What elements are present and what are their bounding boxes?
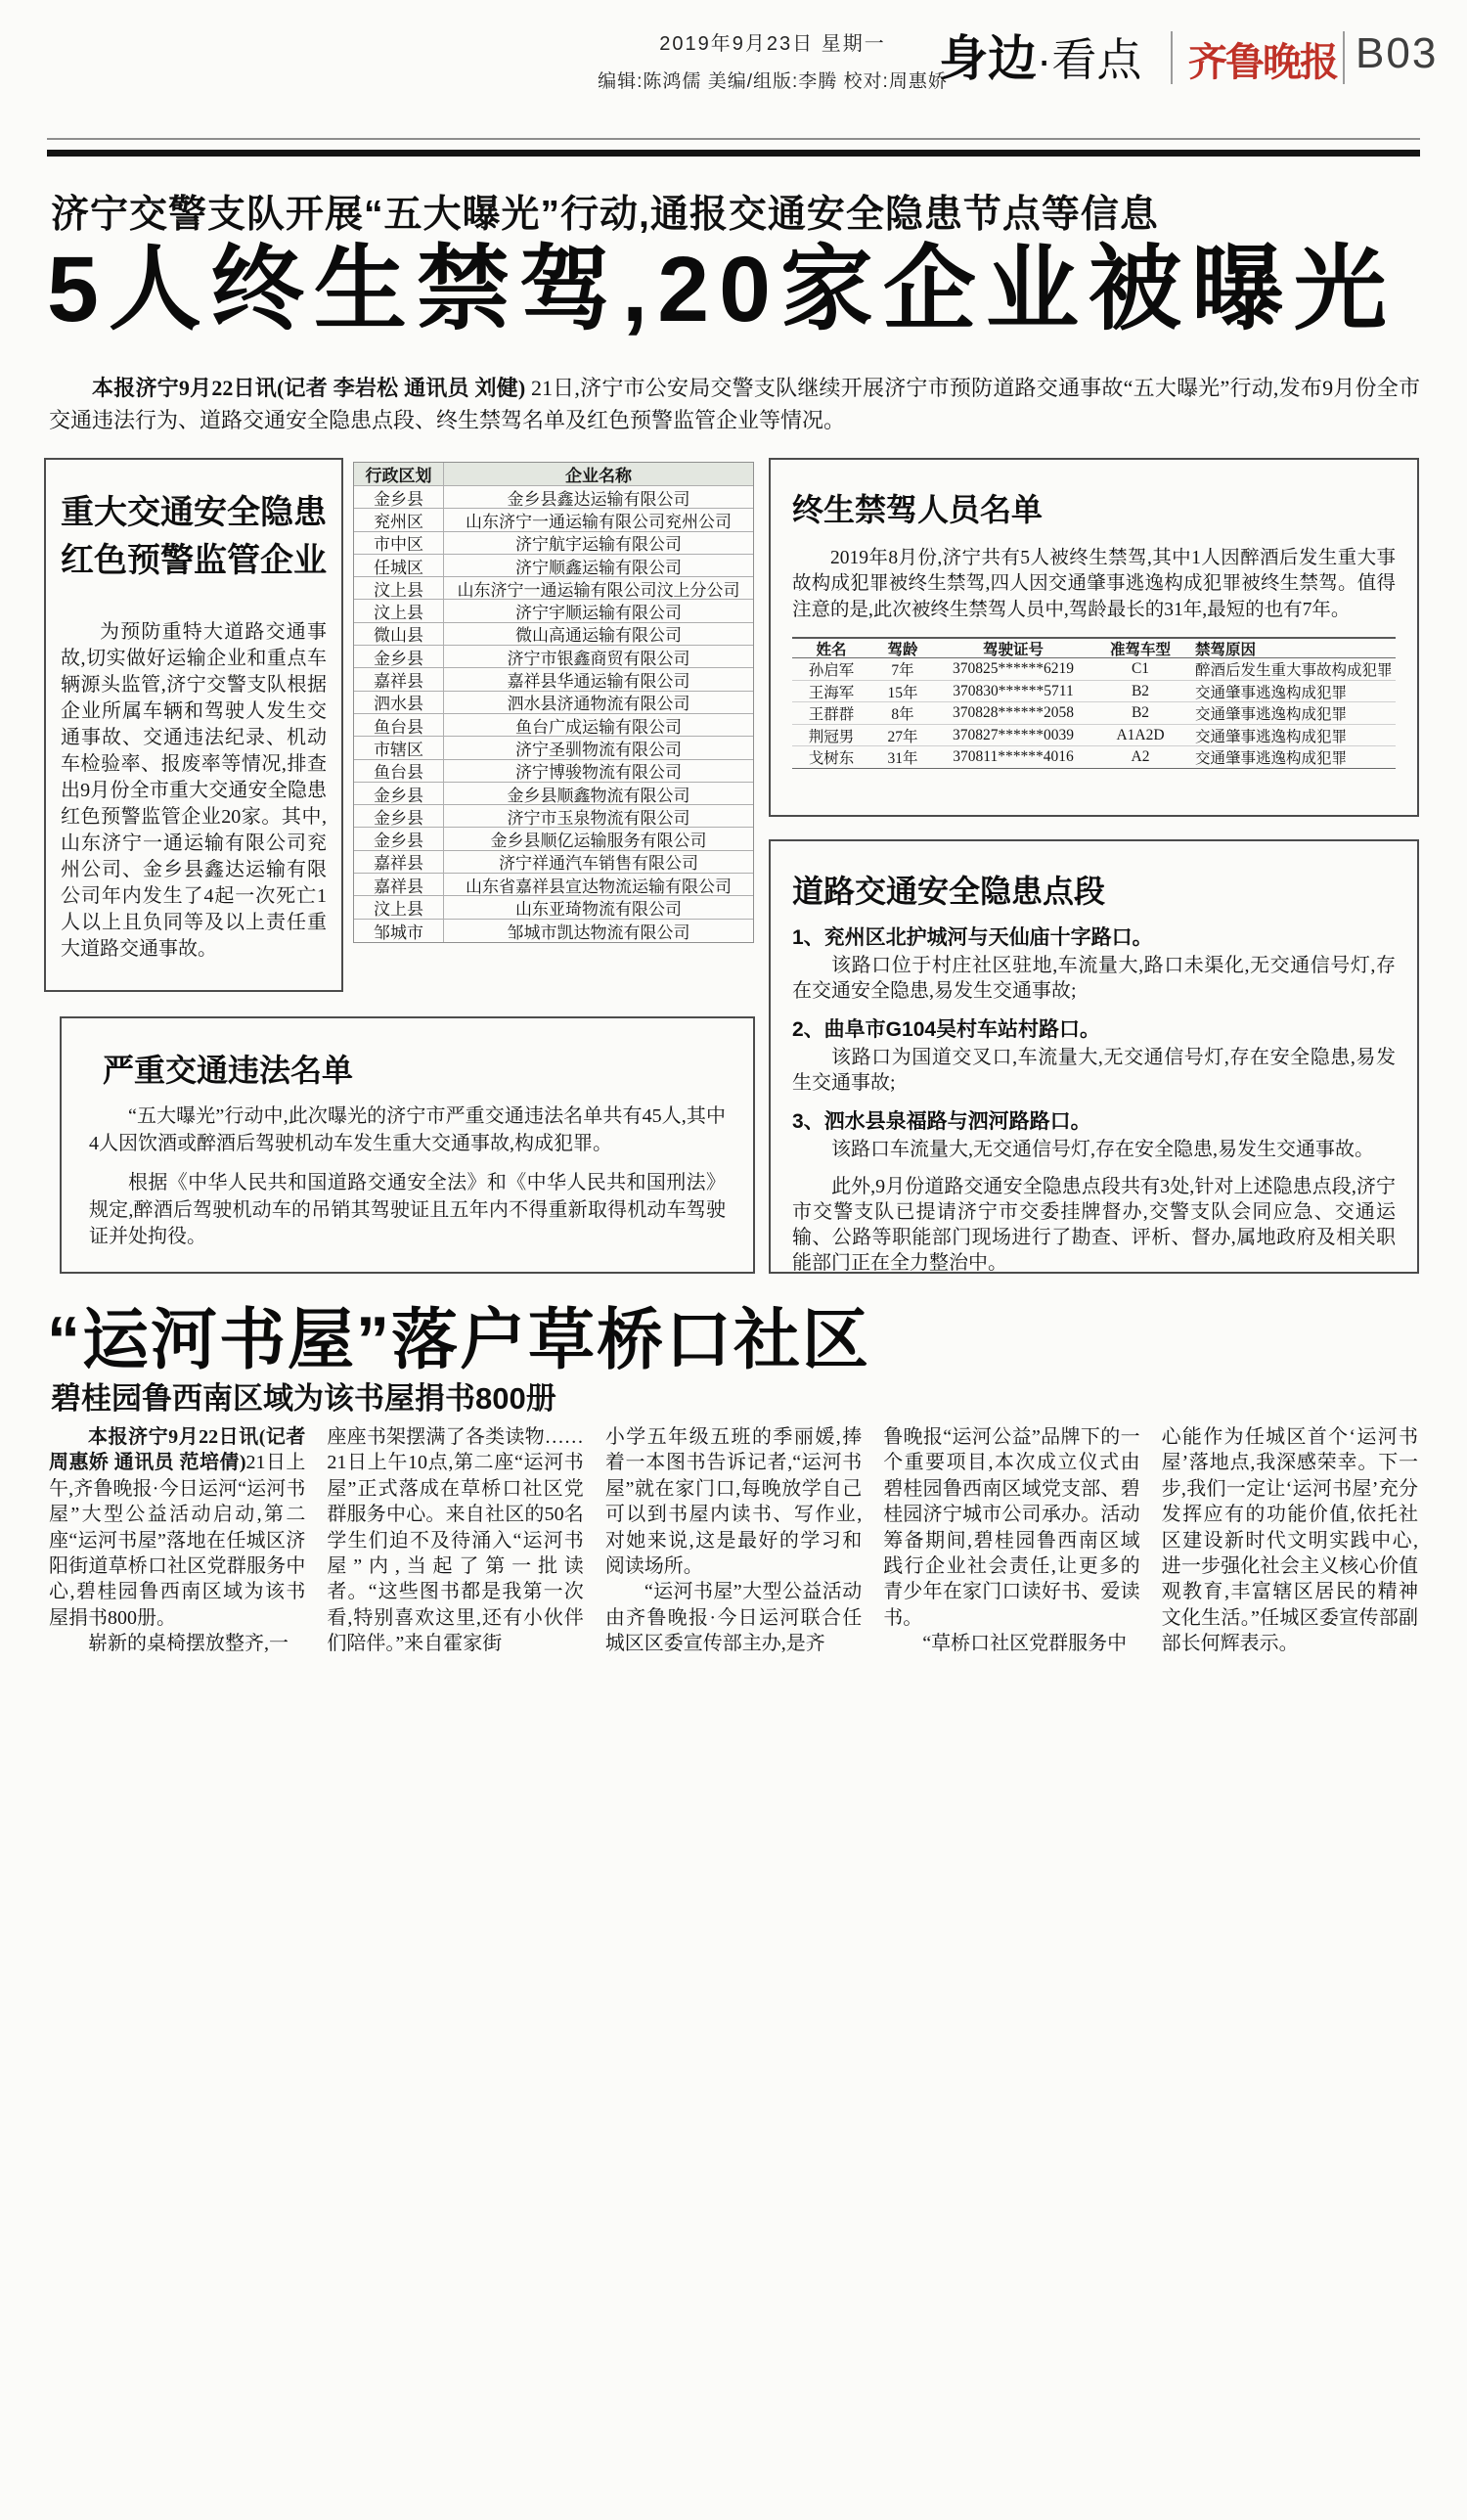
book-article-column-2 [327,1424,583,1657]
book-article-headline: “运河书屋”落户草桥口社区 [47,1303,871,1377]
company-table-row [354,532,753,555]
company-cell: 金乡县鑫达运输有限公司 [507,489,690,509]
danger-points-footer: 此外,9月份道路交通安全隐患点段共有3处,针对上述隐患点段,济宁市交警支队已提请济宁市交委挂牌督办,交警支队会同应急、交通运输、公路等职能部门现场进行了勘查、评析、督办,属地政府及相关职能部门正在全力整治中。 [792,1176,1396,1274]
ban-vehicle-cell: B2 [1131,682,1150,699]
ban-years-cell: 31年 [887,750,918,768]
ban-reason-cell: 交通肇事逃逸构成犯罪 [1195,706,1348,724]
company-cell: 济宁祥通汽车销售有限公司 [499,854,698,874]
masthead-logo: 齐鲁晚报 [1188,39,1337,85]
company-cell: 济宁顺鑫运输有限公司 [515,558,682,577]
company-table-row [354,668,753,691]
ban-header-reason: 禁驾原因 [1195,641,1257,658]
book-article-paragraph: “草桥口社区党群服务中 [922,1633,1128,1655]
danger-point-item [792,922,1396,1004]
red-alert-box-body: 为预防重特大道路交通事故,切实做好运输企业和重点车辆源头监管,济宁交警支队根据企业所属车辆和驾驶人发生交通事故、交通违法纪录、机动车检验率、报废率等情况,排查出9月份全市重大交通安全隐患红色预警监管企业20家。其中,山东济宁一通运输有限公司兖州公司、金乡县鑫达运输有限公司年内发生了4起一次死亡1人以上且负同等及以上责任重大道路交通事故。 [61,620,327,960]
ban-header-name: 姓名 [816,641,847,658]
ban-reason-cell: 交通肇事逃逸构成犯罪 [1195,728,1348,745]
danger-point-body: 该路口位于村庄社区驻地,车流量大,路口未渠化,无交通信号灯,存在交通安全隐患,易发生交通事故; [792,955,1396,1002]
company-cell: 济宁航宇运输有限公司 [515,535,682,555]
district-cell: 嘉祥县 [354,668,444,690]
lifetime-ban-table [792,637,1396,769]
company-cell: 山东亚琦物流有限公司 [515,900,682,919]
company-table-row [354,783,753,805]
section-title [939,20,1141,90]
lifetime-ban-intro: 2019年8月份,济宁共有5人被终生禁驾,其中1人因醉酒后发生重大事故构成犯罪被终生禁驾,四人因交通肇事逃逸构成犯罪被终生禁驾。值得注意的是,此次被终生禁驾人员中,驾龄最长的31年,最短的也有7年。 [792,548,1396,620]
company-table-header-name: 企业名称 [565,467,632,485]
company-cell: 山东省嘉祥县宣达物流运输有限公司 [466,877,732,896]
red-alert-title-line1: 重大交通安全隐患 [61,494,327,531]
book-article-paragraph: “运河书屋”大型公益活动由齐鲁晚报·今日运河联合任城区区委宣传部主办,是齐 [604,1581,863,1655]
header-divider-line [1343,31,1345,84]
book-article-subhead: 碧桂园鲁西南区域为该书屋捐书800册 [51,1381,556,1416]
ban-table-body [792,658,1396,769]
book-article-text: 21日上午,齐鲁晚报·今日运河“运河书屋”大型公益活动启动,第二座“运河书屋”落地在任城区济阳街道草桥口社区党群服务中心,碧桂园鲁西南区域为该书屋捐书800册。 [49,1452,306,1629]
ban-table-header-row [792,637,1396,659]
company-table-row [354,874,753,896]
district-cell: 汶上县 [354,600,444,621]
district-cell: 鱼台县 [354,714,444,736]
book-article-paragraph: 座座书架摆满了各类读物……21日上午10点,第二座“运河书屋”正式落成在草桥口社区党群服务中心。来自社区的50名学生们迫不及待涌入“运河书屋”内,当起了第一批读者。“这些图书都是我第一次看,特别喜欢这里,还有小伙伴们陪伴。”来自霍家街 [327,1426,584,1655]
book-article-column-1 [49,1424,305,1657]
ban-license-cell: 370811******4016 [953,748,1074,766]
district-cell: 金乡县 [354,805,444,827]
book-article-column-4 [883,1424,1139,1657]
red-alert-title-line2: 红色预警监管企业 [61,542,327,580]
company-table-row [354,760,753,783]
company-table-row [354,828,753,850]
district-cell: 嘉祥县 [354,874,444,895]
lead-kicker: 济宁交警支队开展“五大曝光”行动,通报交通安全隐患节点等信息 [51,194,1159,236]
book-article-paragraph: 鲁晚报“运河公益”品牌下的一个重要项目,本次成立仪式由碧桂园鲁西南区域党支部、碧桂园济宁城市公司承办。活动筹备期间,碧桂园鲁西南区域践行企业社会责任,让更多的青少年在家门口读好书、爱读书。 [883,1426,1140,1629]
ban-name-cell: 荆冠男 [808,728,855,745]
section-title-sub: ·看点 [1037,34,1142,85]
district-cell: 兖州区 [354,509,444,530]
violation-box-para1: “五大曝光”行动中,此次曝光的济宁市严重交通违法名单共有45人,其中4人因饮酒或醉酒后驾驶机动车发生重大交通事故,构成犯罪。 [89,1105,726,1154]
company-table-row [354,555,753,577]
ban-header-license: 驾驶证号 [982,641,1044,658]
ban-vehicle-cell: A2 [1131,748,1150,766]
violation-box-para2: 根据《中华人民共和国道路交通安全法》和《中华人民共和国刑法》规定,醉酒后驾驶机动车的吊销其驾驶证且五年内不得重新取得机动车驾驶证并处拘役。 [89,1172,726,1248]
district-cell: 嘉祥县 [354,851,444,873]
company-table-row [354,805,753,828]
district-cell: 市中区 [354,532,444,554]
ban-vehicle-cell: B2 [1131,704,1150,722]
company-table-row [354,623,753,646]
red-alert-box [44,458,343,992]
danger-point-head: 1、兖州区北护城河与天仙庙十字路口。 [792,926,1153,949]
ban-header-years: 驾龄 [887,641,918,658]
byline-text: 21日,济宁市公安局交警支队继续开展济宁市预防道路交通事故“五大曝光”行动,发布9月份全市交通违法行为、道路交通安全隐患点段、终生禁驾名单及红色预警监管企业等情况。 [49,376,1420,432]
ban-name-cell: 戈树东 [808,750,855,768]
district-cell: 鱼台县 [354,760,444,782]
district-cell: 任城区 [354,555,444,576]
danger-point-item [792,1105,1396,1162]
book-article-column-3 [605,1424,862,1657]
ban-license-cell: 370828******2058 [953,704,1074,722]
company-cell: 济宁博骏物流有限公司 [515,763,682,783]
ban-table-row [792,702,1396,725]
book-article-paragraph: 心能作为任城区首个‘运河书屋’落地点,我深感荣幸。下一步,我们一定让‘运河书屋’充分发挥应有的功能价值,依托社区建设新时代文明实践中心,进一步强化社会主义核心价值观教育,丰富辖区居民的精神文化生活。”任城区委宣传部副部长何辉表示。 [1161,1426,1419,1655]
company-cell: 山东济宁一通运输有限公司汶上分公司 [457,580,740,600]
violation-box-title: 严重交通违法名单 [103,1053,354,1088]
ban-table-row [792,746,1396,769]
ban-years-cell: 7年 [891,662,914,680]
lead-byline [49,372,1420,436]
district-cell: 市辖区 [354,737,444,758]
ban-name-cell: 孙启军 [808,662,855,680]
header-meta [567,27,978,93]
ban-reason-cell: 交通肇事逃逸构成犯罪 [1195,684,1348,701]
book-article-column-5 [1162,1424,1418,1657]
danger-point-head: 3、泗水县泉福路与泗河路路口。 [792,1110,1091,1133]
company-cell: 济宁市玉泉物流有限公司 [507,808,690,828]
ban-years-cell: 27年 [887,728,918,745]
book-article-columns [49,1424,1418,1657]
ban-header-vehicle: 准驾车型 [1109,641,1171,658]
book-article-paragraph: 小学五年级五班的季丽媛,捧着一本图书告诉记者,“运河书屋”就在家门口,每晚放学自己可以到书屋内读书、写作业,对她来说,这是最好的学习和阅读场所。 [604,1426,863,1577]
company-cell: 鱼台广成运输有限公司 [515,717,682,737]
company-cell: 嘉祥县华通运输有限公司 [507,672,690,692]
ban-license-cell: 370830******5711 [953,682,1074,699]
company-table-row [354,692,753,714]
book-article-credit: 本报济宁9月22日讯(记者 周惠娇 通讯员 范培倩) [49,1426,306,1474]
company-cell: 邹城市凯达物流有限公司 [507,922,690,942]
header-rule-thin [47,138,1420,140]
danger-points-title: 道路交通安全隐患点段 [792,874,1106,909]
company-table-row [354,646,753,668]
company-table-row [354,509,753,531]
editors-line: 编辑:陈鸿儒 美编/组版:李腾 校对:周惠娇 [598,71,948,92]
ban-vehicle-cell: A1A2D [1116,726,1165,743]
violation-box [60,1016,755,1274]
company-table [353,462,754,943]
ban-table-row [792,658,1396,681]
district-cell: 金乡县 [354,783,444,804]
company-cell: 济宁宇顺运输有限公司 [515,604,682,623]
ban-reason-cell: 交通肇事逃逸构成犯罪 [1195,750,1348,768]
company-cell: 山东济宁一通运输有限公司兖州公司 [466,512,732,531]
district-cell: 汶上县 [354,577,444,599]
book-article-paragraph [49,1424,305,1631]
district-cell: 金乡县 [354,646,444,667]
district-cell: 汶上县 [354,896,444,918]
main-headline: 5人终生禁驾,20家企业被曝光 [47,238,1397,341]
lifetime-ban-title: 终生禁驾人员名单 [792,492,1044,527]
ban-name-cell: 王海军 [808,684,855,701]
company-cell: 济宁圣驯物流有限公司 [515,740,682,759]
danger-point-body: 该路口为国道交叉口,车流量大,无交通信号灯,存在安全隐患,易发生交通事故; [792,1047,1396,1094]
company-cell: 微山高通运输有限公司 [515,626,682,646]
ban-name-cell: 王群群 [808,706,855,724]
header-rule-thick [47,150,1420,157]
section-title-main: 身边 [939,31,1037,86]
page-number: B03 [1356,29,1439,77]
district-cell: 微山县 [354,623,444,645]
company-table-row [354,896,753,919]
district-cell: 金乡县 [354,486,444,508]
company-table-header-district: 行政区划 [354,463,444,485]
header-divider-line [1171,31,1173,84]
company-table-row [354,920,753,942]
ban-years-cell: 15年 [887,684,918,701]
company-cell: 金乡县顺亿运输服务有限公司 [490,832,707,851]
ban-license-cell: 370825******6219 [953,660,1074,678]
ban-reason-cell: 醉酒后发生重大事故构成犯罪 [1195,662,1393,680]
lifetime-ban-box [769,458,1419,817]
ban-table-row [792,681,1396,703]
red-alert-box-title [61,489,327,586]
ban-table-row [792,725,1396,747]
ban-license-cell: 370827******0039 [953,726,1074,743]
company-table-row [354,737,753,759]
company-table-row [354,486,753,509]
issue-date: 2019年9月23日 星期一 [659,33,886,55]
company-table-header-row [354,463,753,486]
ban-years-cell: 8年 [891,706,914,724]
district-cell: 邹城市 [354,920,444,942]
company-table-row [354,851,753,874]
district-cell: 金乡县 [354,828,444,849]
company-cell: 泗水县济通物流有限公司 [507,695,690,714]
book-article-paragraph: 崭新的桌椅摆放整齐,一 [88,1633,289,1655]
danger-point-body: 该路口车流量大,无交通信号灯,存在安全隐患,易发生交通事故。 [831,1139,1374,1160]
company-cell: 金乡县顺鑫物流有限公司 [507,786,690,805]
company-cell: 济宁市银鑫商贸有限公司 [507,649,690,668]
byline-credit: 本报济宁9月22日讯(记者 李岩松 通讯员 刘健) [92,376,526,400]
danger-point-head: 2、曲阜市G104吴村车站村路口。 [792,1018,1101,1041]
danger-point-item [792,1013,1396,1096]
company-table-row [354,714,753,737]
company-table-row [354,577,753,600]
ban-vehicle-cell: C1 [1131,660,1150,678]
danger-points-box [769,839,1419,1274]
company-table-body [354,486,753,942]
company-table-row [354,600,753,622]
district-cell: 泗水县 [354,692,444,713]
